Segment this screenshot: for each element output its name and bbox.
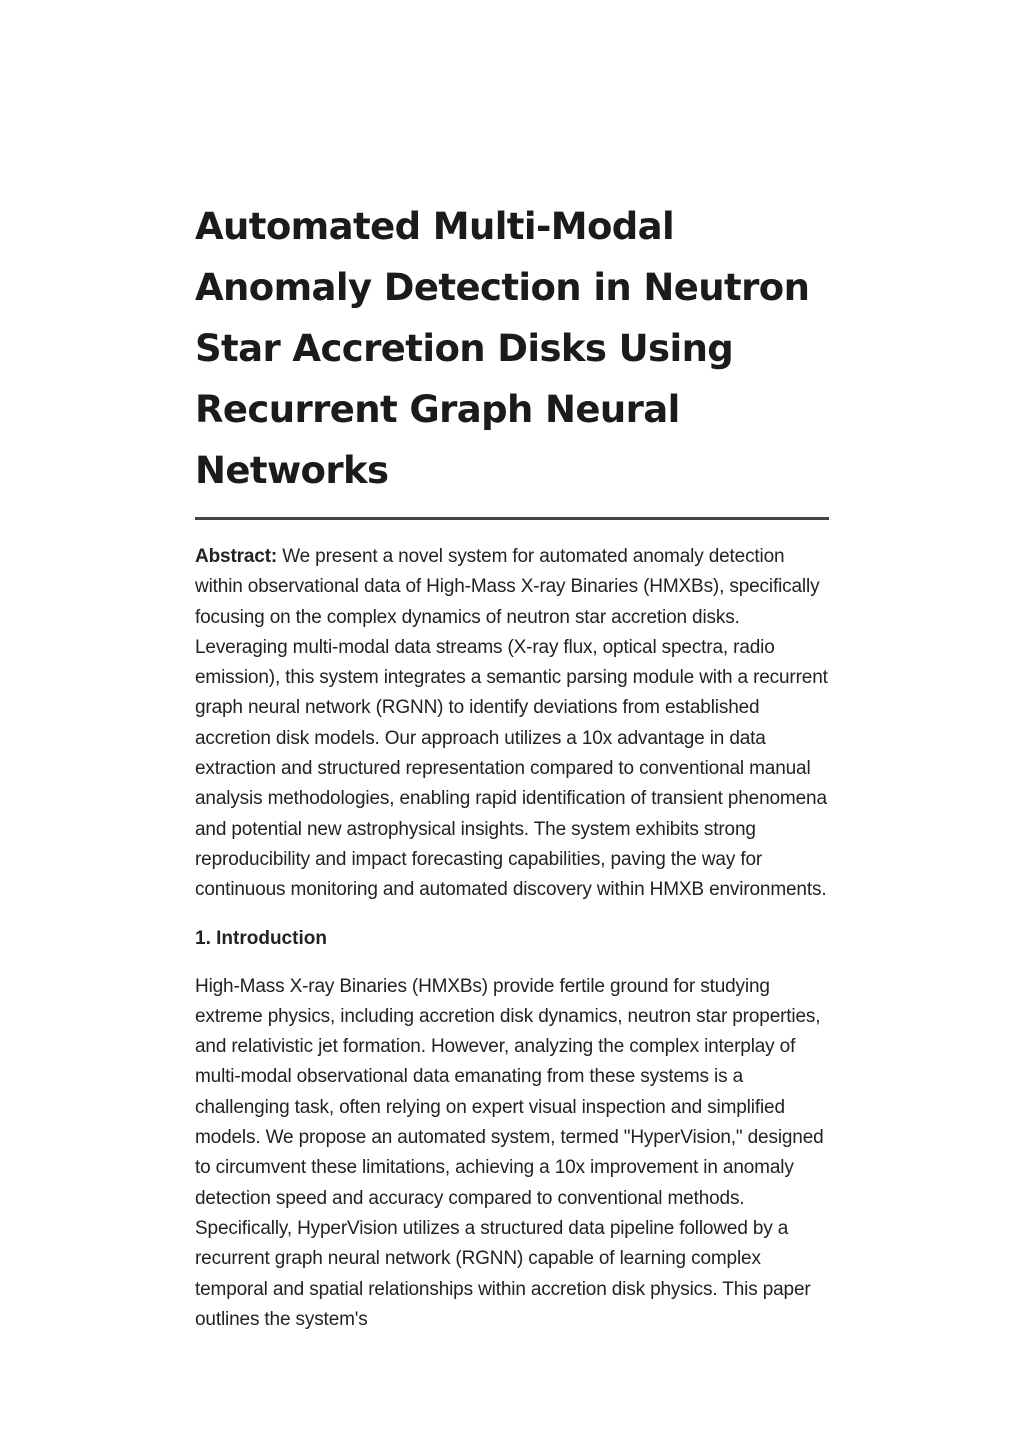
title-divider [195,517,829,520]
abstract-label: Abstract: [195,546,278,567]
section-heading-introduction: 1. Introduction [195,927,327,949]
abstract-paragraph [195,542,835,906]
abstract-text: We present a novel system for automated anomaly detection within observational data of High-Mass X-ray Binaries (HMXBs), specifically focusing on the complex dynamics of neutron star accretion disks. Leveraging multi-modal data streams (X-ray flux, optical spectra, radio emission), this system integrates a semantic parsing module with a recurrent graph neural network (RGNN) to identify deviations from established accretion disk models. Our approach utilizes a 10x advantage in data extraction and structured representation compared to conventional manual analysis methodologies, enabling rapid identification of transient phenomena and potential new astrophysical insights. The system exhibits strong reproducibility and impact forecasting capabilities, paving the way for continuous monitoring and automated discovery within HMXB environments. [195,546,828,901]
paper-title: Automated Multi-Modal Anomaly Detection in Neutron Star Accretion Disks Using Recurrent Graph Neural Networks [195,205,810,492]
introduction-paragraph: High-Mass X-ray Binaries (HMXBs) provide fertile ground for studying extreme physics, including accretion disk dynamics, neutron star properties, and relativistic jet formation. However, analyzing the complex interplay of multi-modal observational data emanating from these systems is a challenging task, often relying on expert visual inspection and simplified models. We propose an automated system, termed "HyperVision," designed to circumvent these limitations, achieving a 10x improvement in anomaly detection speed and accuracy compared to conventional methods. Specifically, HyperVision utilizes a structured data pipeline followed by a recurrent graph neural network (RGNN) capable of learning complex temporal and spatial relationships within accretion disk physics. This paper outlines the system's [195,975,824,1330]
paper-page [195,196,835,1335]
